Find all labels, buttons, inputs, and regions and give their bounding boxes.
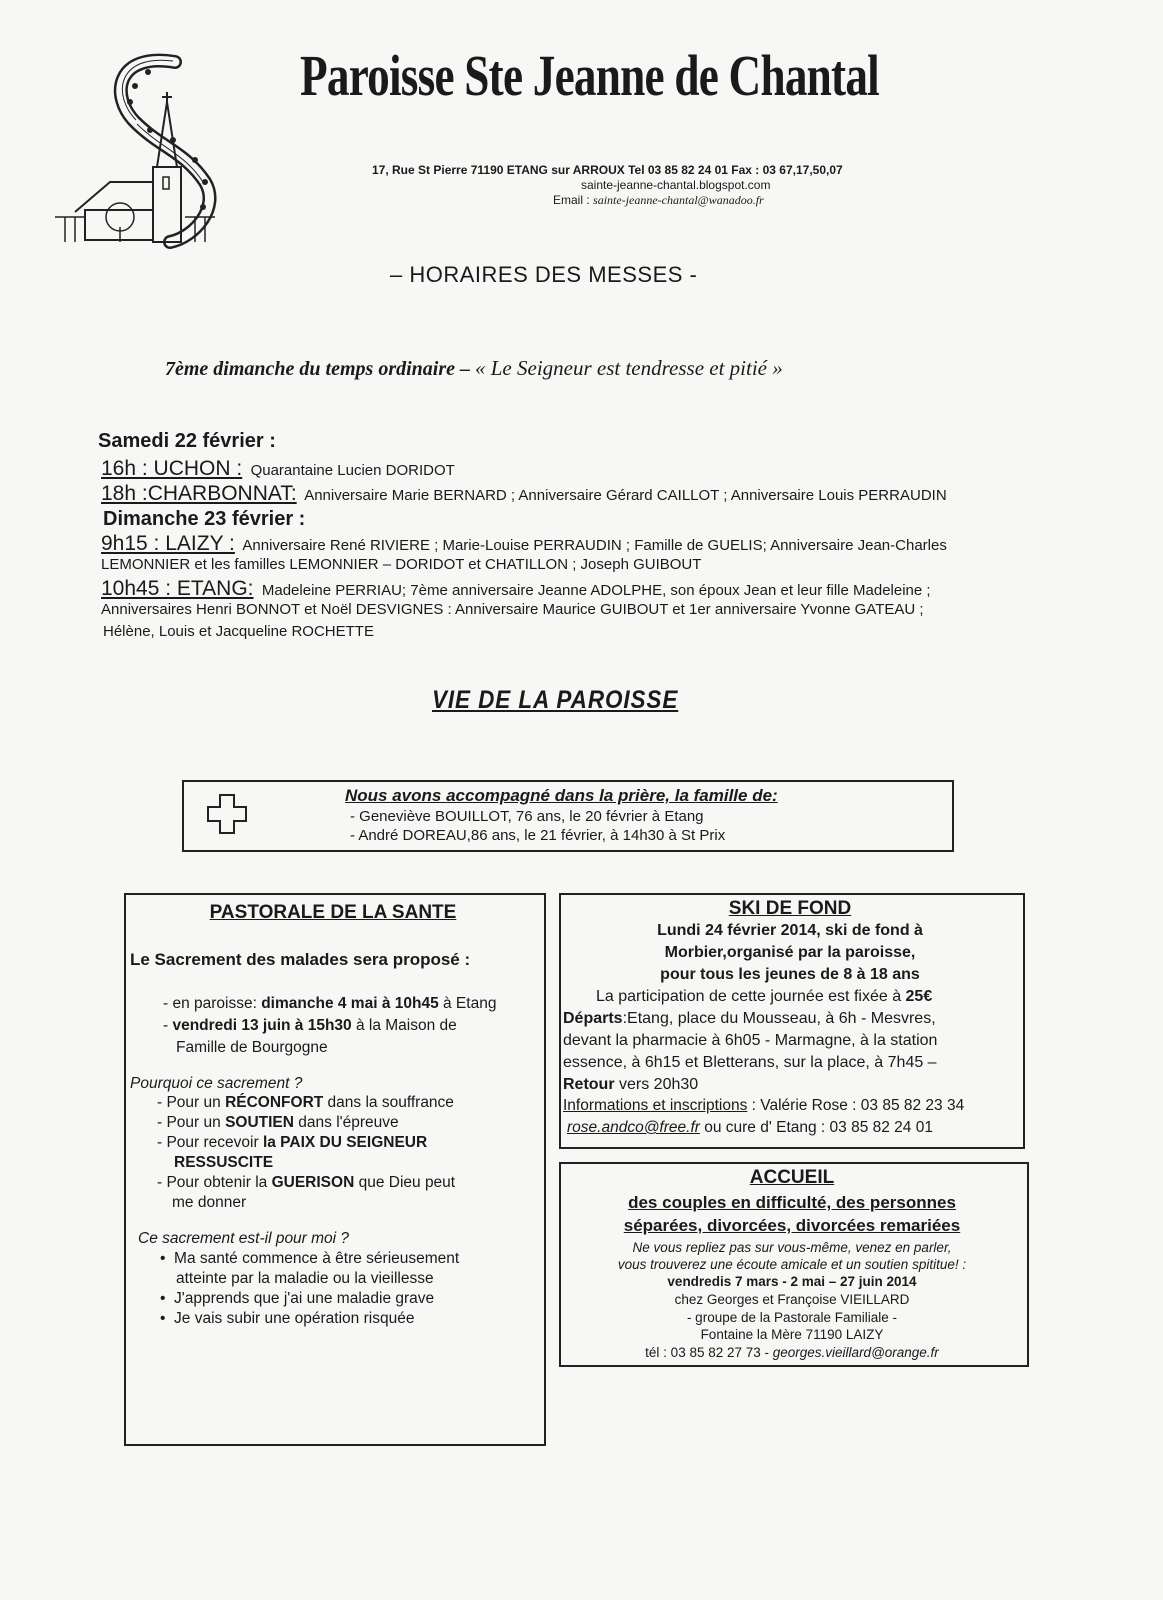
liturgical-sunday: 7ème dimanche du temps ordinaire – « Le Seigneur est tendresse et pitié » [165,356,783,380]
ski-return: Retour vers 20h30 [563,1076,699,1093]
sunday-label: Dimanche 23 février : [103,508,306,530]
accueil-title: ACCUEIL [749,1167,835,1188]
criteria-item: • Ma santé commence à être sérieusement [160,1250,460,1267]
mass-times-heading: – HORAIRES DES MESSES - [390,262,698,287]
accueil-email-link[interactable]: georges.vieillard@orange.fr [772,1345,939,1360]
mass-etang: 10h45 : ETANG: Madeleine PERRIAU; 7ème anniversaire Jeanne ADOLPHE, son époux Jean et leur fille Madeleine ; [101,577,931,600]
funeral-entry: - André DOREAU,86 ans, le 21 février, à 14h30 à St Prix [350,827,726,844]
saturday-label: Samedi 22 février : [98,430,276,452]
email-line: Email : sainte-jeanne-chantal@wanadoo.fr [553,193,764,207]
email-link[interactable]: sainte-jeanne-chantal@wanadoo.fr [593,193,764,207]
accueil-dates: vendredis 7 mars - 2 mai – 27 juin 2014 [667,1274,917,1289]
accueil-text: Ne vous repliez pas sur vous-même, venez en parler, [632,1240,952,1255]
ski-info: Informations et inscriptions : Valérie Rose : 03 85 82 23 34 [563,1097,965,1114]
pastorale-subtitle: Le Sacrement des malades sera proposé : [130,950,471,969]
psalm-quote: « Le Seigneur est tendresse et pitié » [475,356,783,380]
pastorale-title: PASTORALE DE LA SANTE [209,902,457,923]
ski-price: La participation de cette journée est fixée à 25€ [596,988,933,1005]
funerals-title: Nous avons accompagné dans la prière, la famille de: [345,786,778,805]
parish-life-heading: VIE DE LA PAROISSE [432,686,679,714]
mass-etang-cont2: Hélène, Louis et Jacqueline ROCHETTE [103,623,374,640]
mass-laizy: 9h15 : LAIZY : Anniversaire René RIVIERE ; Marie-Louise PERRAUDIN ; Famille de GUELIS; Anniversaire Jean-Charles [101,532,947,555]
ski-detail: Morbier,organisé par la paroisse, [664,944,916,961]
ski-detail: pour tous les jeunes de 8 à 18 ans [660,966,920,983]
blog-link[interactable]: sainte-jeanne-chantal.blogspot.com [581,178,771,192]
ski-departures-cont: essence, à 6h15 et Bletterans, sur la place, à 7h45 – [563,1054,937,1071]
location-uchon: 16h : UCHON : [101,457,243,480]
accueil-text: vous trouverez une écoute amicale et un soutien spititue! : [617,1257,967,1272]
pastorale-why: Pourquoi ce sacrement ? [130,1075,303,1092]
accueil-subtitle: séparées, divorcées, divorcées remariées [623,1216,961,1235]
ski-title: SKI DE FOND [728,898,852,919]
parish-title: Paroisse Ste Jeanne de Chantal [300,43,879,108]
funeral-entry: - Geneviève BOUILLOT, 76 ans, le 20 février à Etang [350,808,704,825]
ski-email-link[interactable]: rose.andco@free.fr [567,1119,700,1136]
mass-charbonnat: 18h :CHARBONNAT: Anniversaire Marie BERNARD ; Anniversaire Gérard CAILLOT ; Anniversaire Louis PERRAUDIN [101,482,947,505]
criteria-item-cont: atteinte par la maladie ou la vieillesse [176,1270,434,1287]
mass-laizy-cont: LEMONNIER et les familles LEMONNIER – DORIDOT et CHATILLON ; Joseph GUIBOUT [101,556,702,573]
reason-item: - Pour obtenir la GUERISON que Dieu peut [157,1174,456,1191]
accueil-contact: tél : 03 85 82 27 73 - georges.vieillard@orange.fr [645,1345,939,1360]
accueil-subtitle: des couples en difficulté, des personnes [628,1193,956,1212]
ski-departures: Départs:Etang, place du Mousseau, à 6h - Mesvres, [563,1010,936,1027]
location-laizy: 9h15 : LAIZY : [101,532,235,555]
criteria-item: • Je vais subir une opération risquée [160,1310,415,1327]
ski-contact: rose.andco@free.fr ou cure d' Etang : 03 85 82 24 01 [567,1119,933,1136]
cross-icon [206,793,248,835]
location-charbonnat: 18h :CHARBONNAT: [101,482,297,505]
pastorale-for-me: Ce sacrement est-il pour moi ? [138,1230,350,1247]
location-etang: 10h45 : ETANG: [101,577,254,600]
ski-detail: Lundi 24 février 2014, ski de fond à [657,922,923,939]
mass-etang-cont: Anniversaires Henri BONNOT et Noël DESVIGNES : Anniversaire Maurice GUIBOUT et 1er anniversaire Yvonne GATEAU ; [101,601,924,618]
reason-item-cont: RESSUSCITE [174,1154,274,1171]
accueil-host: chez Georges et Françoise VIEILLARD [674,1292,910,1307]
reason-item: - Pour un RÉCONFORT dans la souffrance [157,1094,454,1111]
pastorale-date-2: - vendredi 13 juin à 15h30 à la Maison de [163,1017,457,1034]
ski-departures-cont: devant la pharmacie à 6h05 - Marmagne, à la station [563,1032,938,1049]
mass-uchon: 16h : UCHON : Quarantaine Lucien DORIDOT [101,457,455,480]
reason-item: - Pour recevoir la PAIX DU SEIGNEUR [157,1134,428,1151]
accueil-address: Fontaine la Mère 71190 LAIZY [700,1327,884,1342]
reason-item: - Pour un SOUTIEN dans l'épreuve [157,1114,399,1131]
accueil-group: - groupe de la Pastorale Familiale - [686,1310,898,1325]
pastorale-date-1: - en paroisse: dimanche 4 mai à 10h45 à Etang [163,995,497,1012]
criteria-item: • J'apprends que j'ai une maladie grave [160,1290,435,1307]
pastorale-date-2-cont: Famille de Bourgogne [176,1039,328,1056]
address-line: 17, Rue St Pierre 71190 ETANG sur ARROUX Tel 03 85 82 24 01 Fax : 03 67,17,50,07 [372,163,843,177]
church-logo [55,42,255,252]
reason-item-cont: me donner [172,1194,247,1211]
